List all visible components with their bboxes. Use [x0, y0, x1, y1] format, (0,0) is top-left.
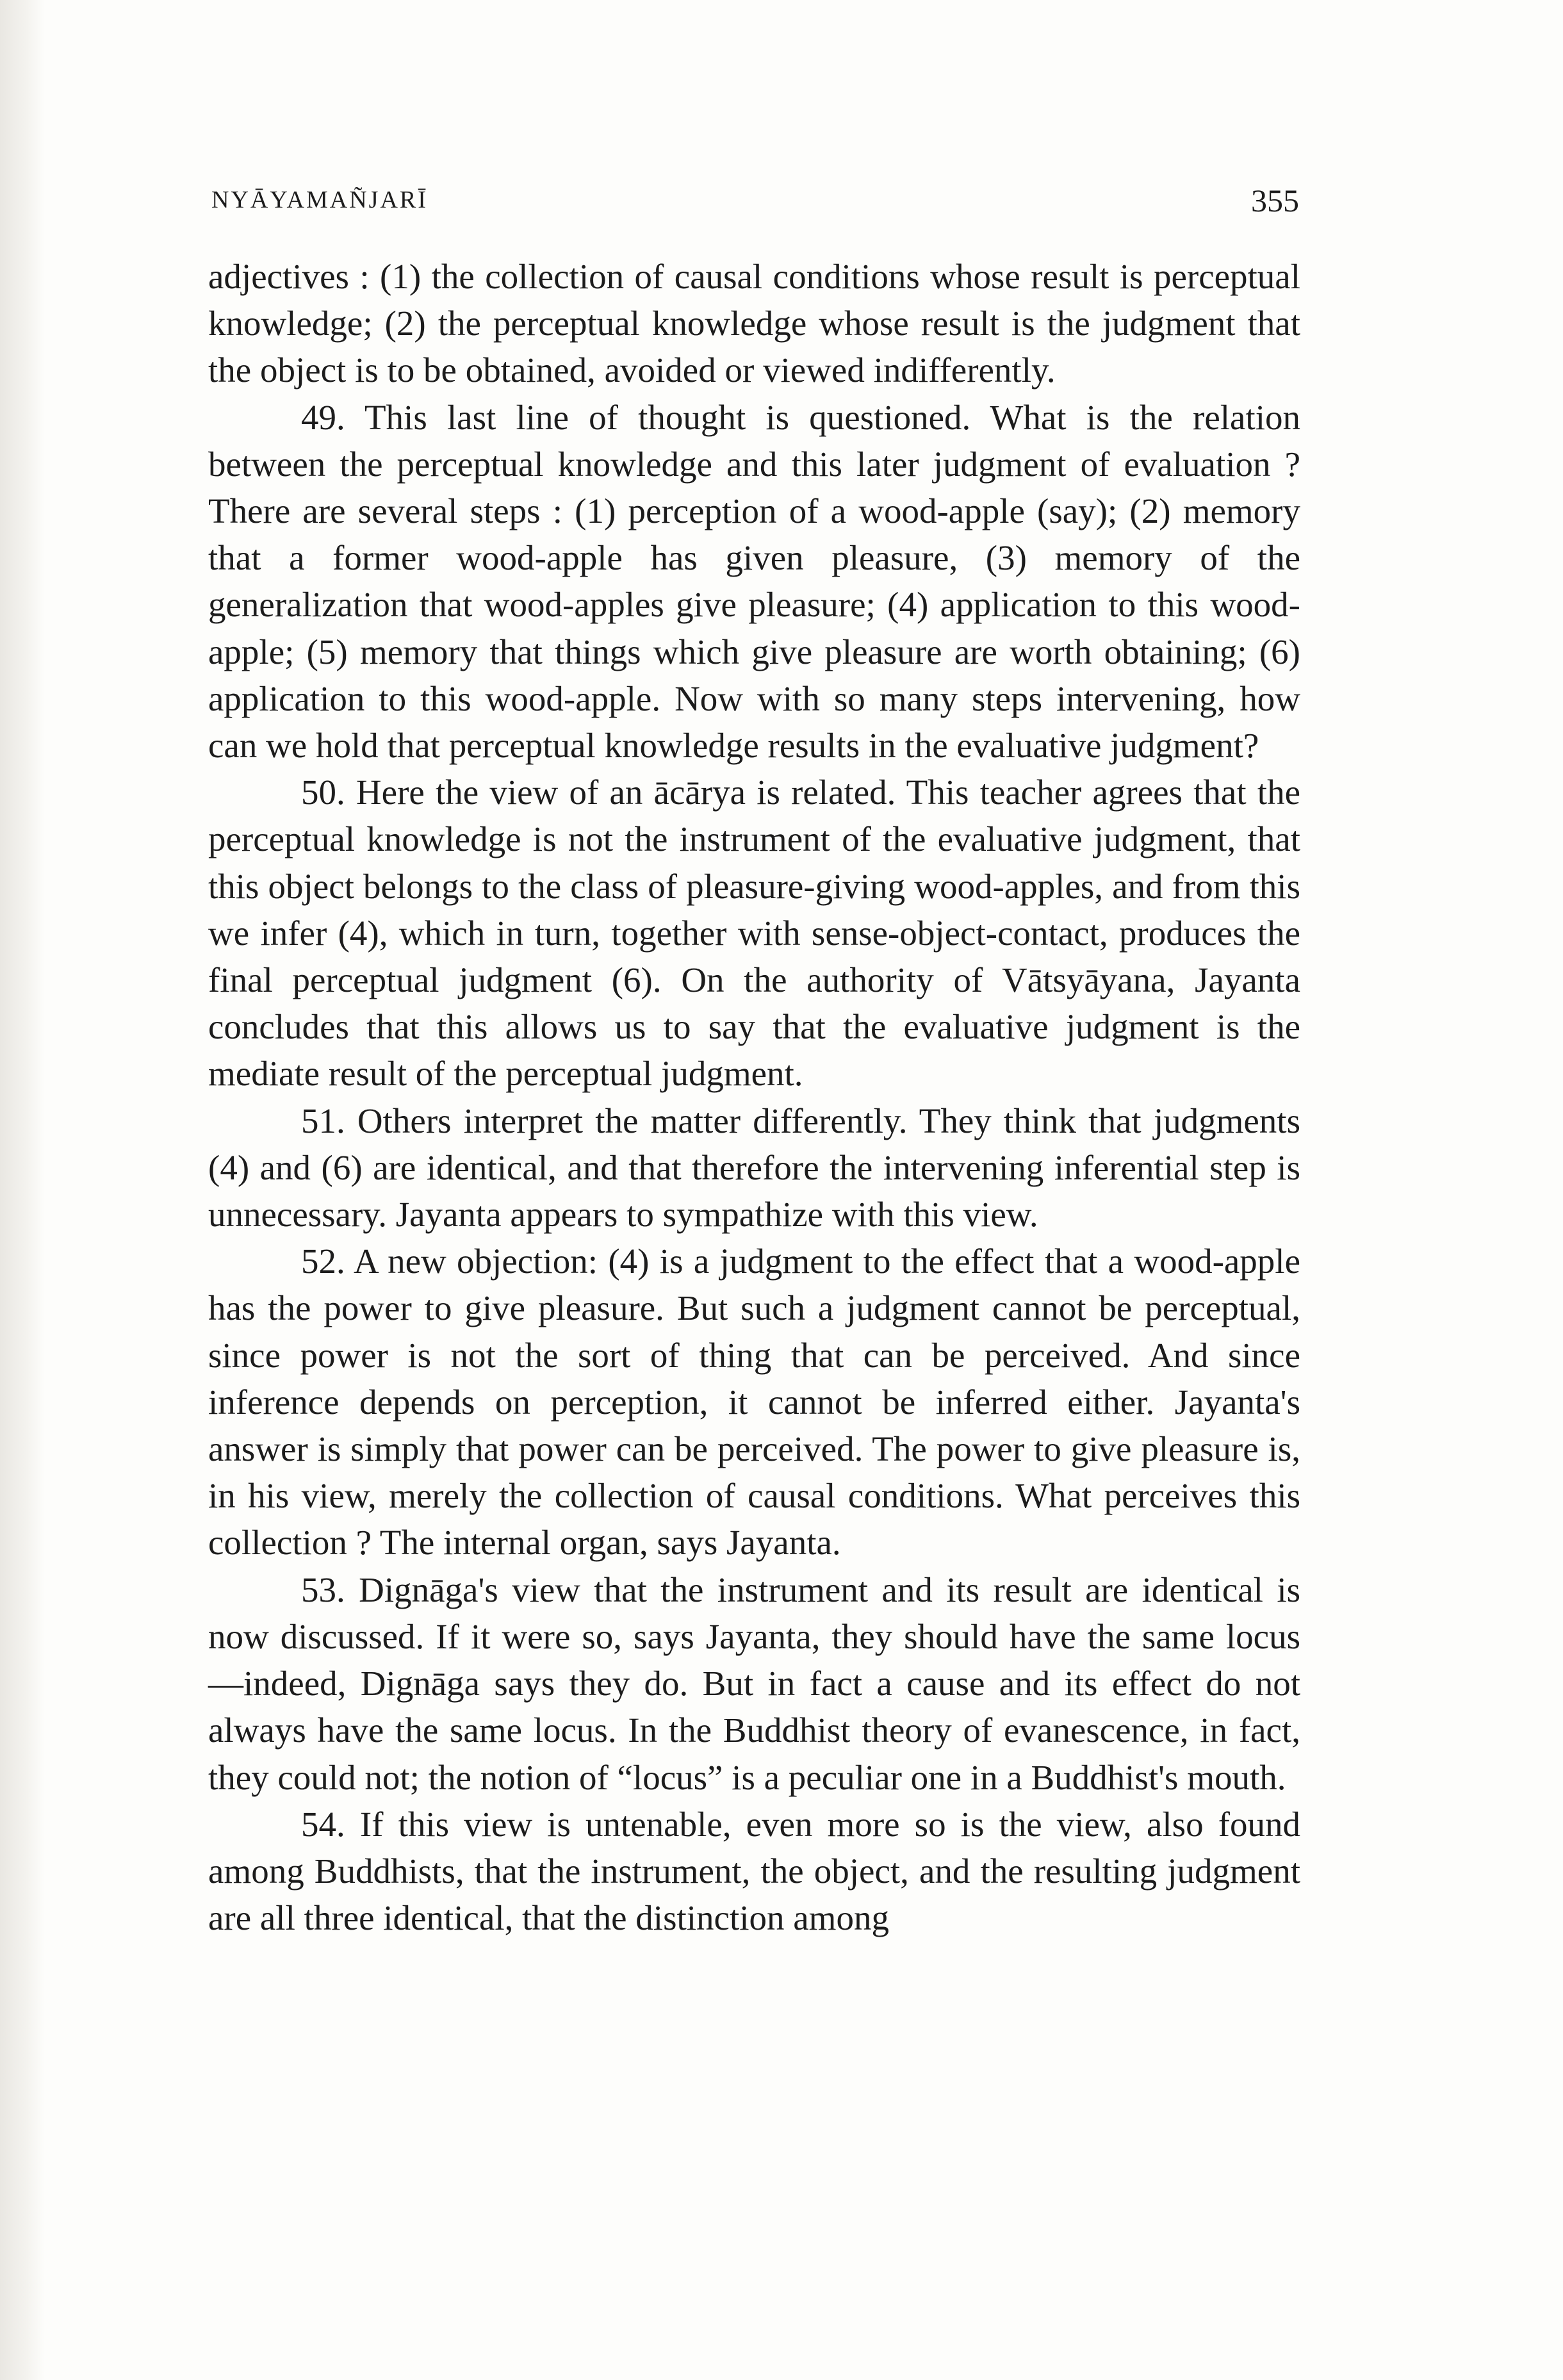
- page-number: 355: [1251, 183, 1299, 218]
- paragraph-54: 54. If this view is untenable, even more so is the view, also found among Buddhists, that the instrument, the object, and the resulting judgment are all three identical, that the distinction among: [208, 1804, 1300, 1938]
- paragraph-53: 53. Dignāga's view that the instrument and its result are identical is now discussed. If it were so, says Jayanta, they should have the same locus —indeed, Dignāga says they do. But in fact a cause and its effect do not always have the same locus. In the Buddhist theory of evanescence, in fact, they could not; the notion of “locus” is a peculiar one in a Buddhist's mouth.: [208, 1570, 1300, 1797]
- paragraph-50: 50. Here the view of an ācārya is related. This teacher agrees that the perceptual knowledge is not the instrument of the evaluative judgment, that this object belongs to the class of pleasure-giving wood-apples, and from this we infer (4), which in turn, together with sense-object-contact, produces the final perceptual judgment (6). On the authority of Vātsyāyana, Jayanta concludes that this allows us to say that the evaluative judgment is the mediate result of the perceptual judgment.: [208, 773, 1300, 1094]
- paragraph-51: 51. Others interpret the matter differently. They think that judgments (4) and (6) are identical, and that therefore the intervening inferential step is unnecessary. Jayanta appears to sympathize with this view.: [208, 1101, 1300, 1235]
- running-title: NYĀYAMAÑJARĪ: [211, 186, 428, 213]
- body-text: [208, 253, 1300, 1941]
- paragraph-52: 52. A new objection: (4) is a judgment to the effect that a wood-apple has the power to give pleasure. But such a judgment cannot be perceptual, since power is not the sort of thing that can be perceived. And since inference depends on perception, it cannot be inferred either. Jayanta's answer is simply that power can be perceived. The power to give pleasure is, in his view, merely the collection of causal conditions. What perceives this collection ? The internal organ, says Jayanta.: [208, 1242, 1300, 1563]
- page-gutter-shadow: [0, 0, 45, 2380]
- paragraph-adjectives: adjectives : (1) the collection of causal conditions whose result is perceptual knowledge; (2) the perceptual knowledge whose result is the judgment that the object is to be obtained, avoided or viewed indifferently.: [208, 257, 1300, 390]
- running-head: [211, 183, 1299, 224]
- paragraph-49: 49. This last line of thought is questioned. What is the relation between the perceptual knowledge and this later judgment of evaluation ? There are several steps : (1) perception of a wood-apple (say); (2) memory that a former wood-apple has given pleasure, (3) memory of the generalization that wood-apples give pleasure; (4) application to this wood-apple; (5) memory that things which give pleasure are worth obtaining; (6) application to this wood-apple. Now with so many steps intervening, how can we hold that perceptual knowledge results in the evaluative judgment?: [208, 397, 1300, 766]
